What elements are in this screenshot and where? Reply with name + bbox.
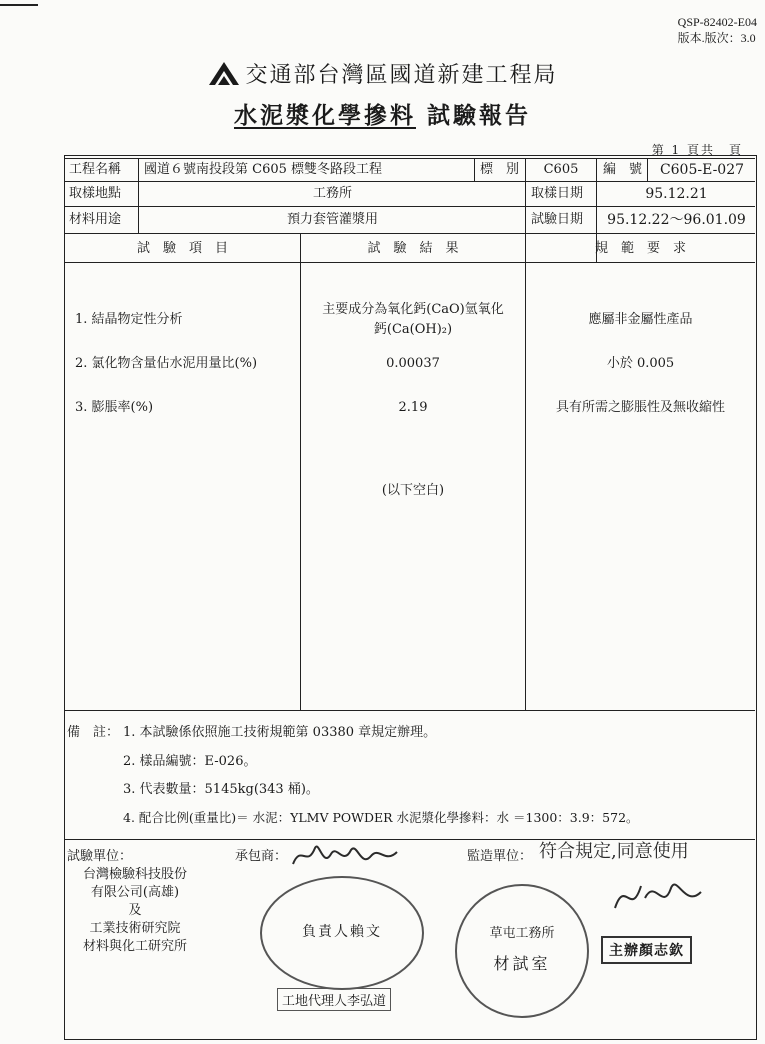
sample-date-label: 取樣日期	[531, 186, 584, 201]
supervisor-label: 監造單位：	[467, 849, 533, 864]
column-header-item: 試 驗 項 目	[136, 241, 228, 256]
test-date-label: 試驗日期	[531, 212, 584, 227]
document-code-line: QSP-82402-E04	[677, 15, 757, 29]
contractor-seal	[260, 876, 424, 990]
contractor-seal-name: 負責人賴文	[302, 924, 382, 940]
lab-label: 試驗單位：	[67, 849, 133, 864]
lab-line: 及	[128, 903, 142, 918]
test-item-2: 2. 氯化物含量佔水泥用量比(%)	[75, 356, 258, 371]
lab-line: 有限公司(高雄)	[90, 885, 180, 900]
test-item-3: 3. 膨脹率(%)	[75, 400, 154, 415]
supervisor-signature-icon	[605, 868, 715, 928]
corner-mark	[0, 4, 38, 6]
office-seal	[455, 884, 589, 1018]
lab-line: 台灣檢驗科技股份	[82, 867, 187, 882]
page-number: 第 1 頁共 頁	[651, 143, 743, 157]
document-code	[678, 14, 757, 46]
test-spec-1: 應屬非金屬性產品	[588, 312, 693, 327]
remark-4: 4. 配合比例(重量比)＝ 水泥：YLMV POWDER 水泥漿化學摻料：水 ＝1300：3.9：572。	[123, 810, 639, 825]
test-item-1: 1. 結晶物定性分析	[75, 312, 183, 327]
number-value: C605-E-027	[659, 162, 745, 178]
purpose-value: 預力套管灌漿用	[286, 212, 378, 227]
organization-heading	[0, 58, 765, 92]
report-type: 試驗報告	[427, 102, 531, 129]
report-table	[64, 155, 757, 1040]
remark-1: 1. 本試驗係依照施工技術規範第 03380 章規定辦理。	[123, 725, 437, 740]
site-label: 取樣地點	[69, 186, 122, 201]
office-seal-bottom: 材試室	[493, 954, 551, 973]
project-label: 工程名稱	[69, 162, 122, 177]
lot-label: 標 別	[480, 162, 520, 177]
site-agent-stamp: 工地代理人李弘道	[277, 988, 391, 1011]
test-result-1-line2: 鈣(Ca(OH)₂)	[373, 322, 453, 337]
organization-name: 交通部台灣區國道新建工程局	[245, 63, 558, 88]
site-value: 工務所	[312, 186, 352, 201]
test-spec-2: 小於 0.005	[606, 356, 675, 371]
office-seal-top: 草屯工務所	[489, 926, 555, 941]
remark-3: 3. 代表數量：5145kg(343 桶)。	[123, 782, 319, 797]
remark-2: 2. 樣品編號：E-026。	[123, 754, 257, 769]
number-label: 編 號	[603, 162, 643, 177]
project-value: 國道６號南投段第 C605 標雙冬路段工程	[144, 162, 383, 177]
report-title	[0, 97, 765, 130]
purpose-label: 材料用途	[69, 212, 122, 227]
lot-value: C605	[543, 162, 579, 177]
test-spec-3: 具有所需之膨脹性及無收縮性	[555, 400, 725, 415]
report-subject: 水泥漿化學摻料	[233, 102, 416, 129]
column-header-result: 試 驗 結 果	[367, 241, 459, 256]
chief-stamp: 主辦顏志欽	[601, 936, 692, 964]
test-result-2: 0.00037	[386, 356, 440, 371]
lab-line: 材料與化工研究所	[82, 939, 187, 954]
contractor-label: 承包商：	[235, 849, 288, 864]
contractor-signature-icon	[287, 838, 407, 876]
blank-below-note: (以下空白)	[381, 483, 445, 498]
test-result-3: 2.19	[398, 400, 428, 415]
supervisor-approval: 符合規定,同意使用	[539, 841, 689, 862]
lab-line: 工業技術研究院	[89, 921, 181, 936]
test-result-1-line1: 主要成分為氧化鈣(CaO)氫氧化	[322, 302, 504, 317]
lab-name	[65, 866, 205, 956]
document-version-line: 版本.版次：3.0	[677, 31, 756, 45]
sample-date-value: 95.12.21	[645, 186, 708, 202]
bureau-logo-icon	[207, 60, 241, 92]
column-header-spec: 規 範 要 求	[594, 241, 686, 256]
test-date-value: 95.12.22～96.01.09	[607, 212, 746, 228]
remarks-label: 備 註：	[67, 725, 120, 740]
